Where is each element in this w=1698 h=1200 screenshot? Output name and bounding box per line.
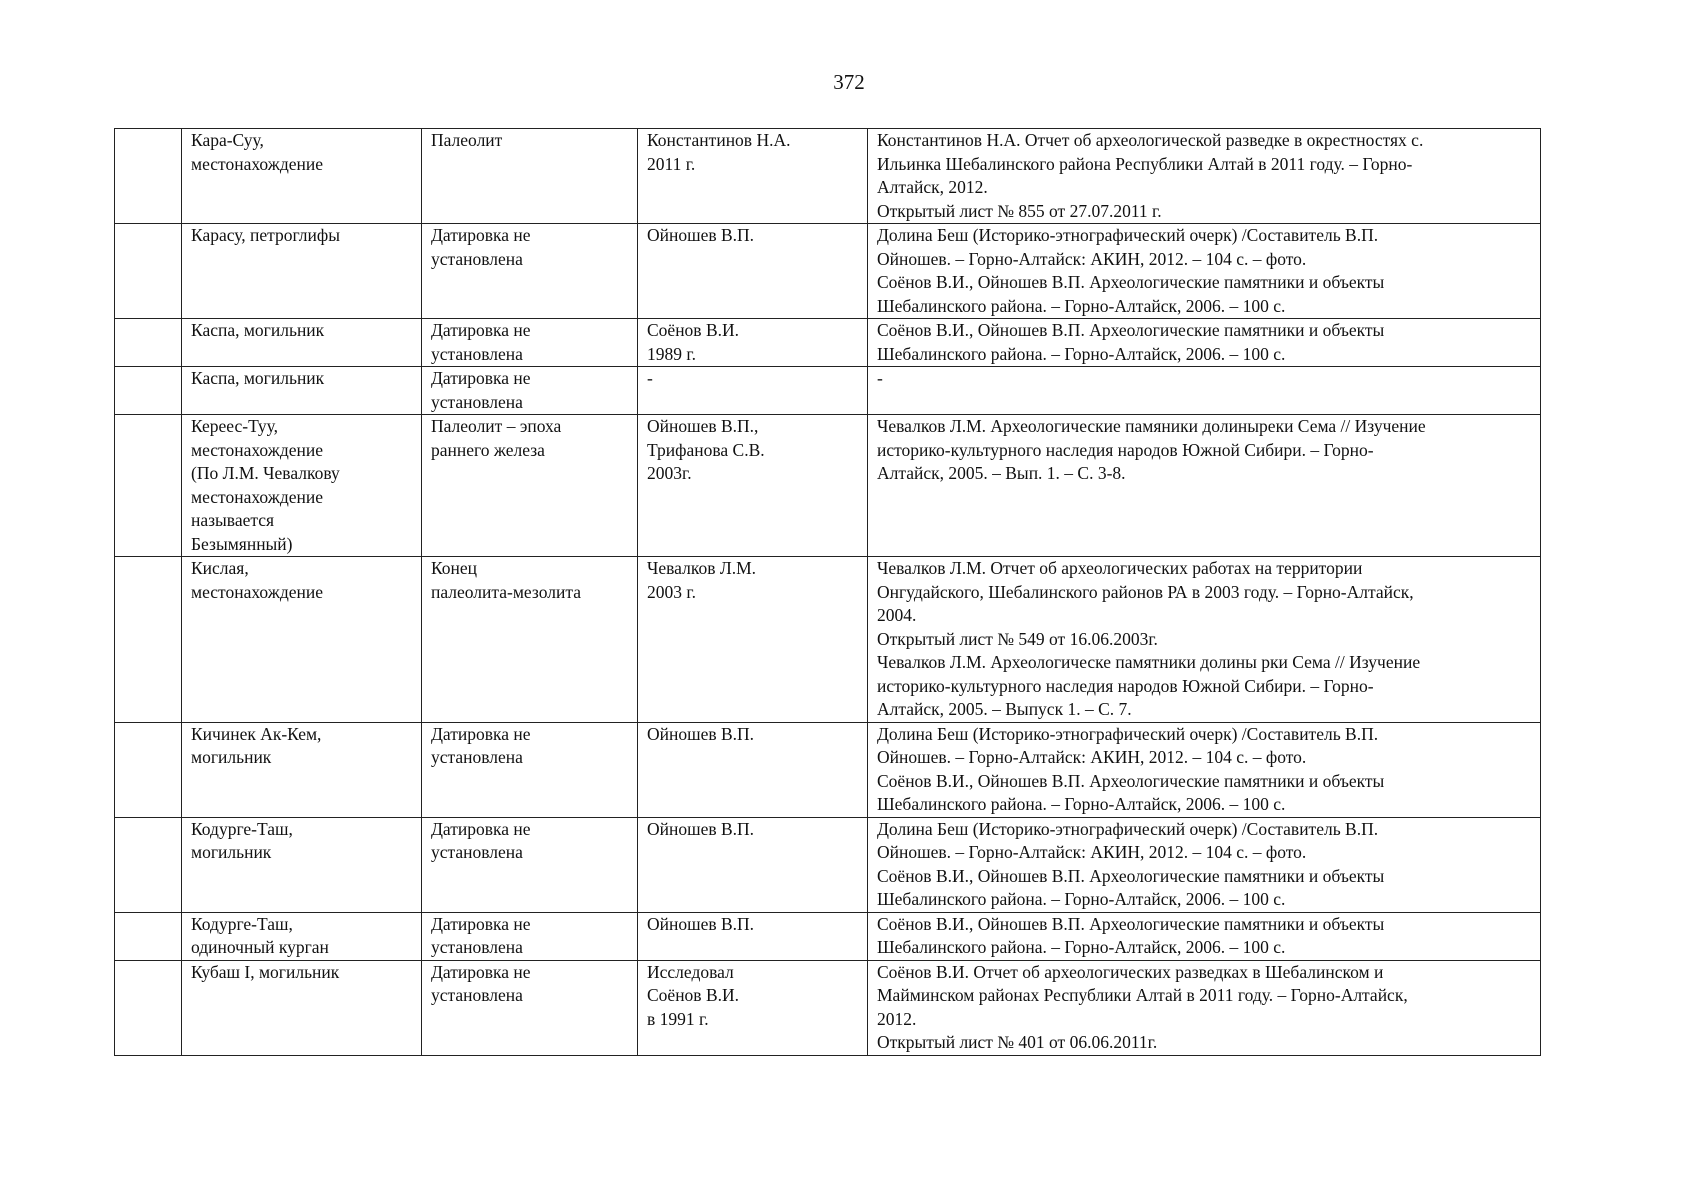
sources-cell: [868, 319, 1541, 367]
cell-text-line: Трифанова С.В.: [647, 439, 765, 460]
cell-text-line: Датировка не: [431, 225, 531, 245]
cell-text-line: Кичинек Ак-Кем,: [191, 723, 322, 744]
cell-text-line: Ойношев В.П.,: [647, 416, 759, 436]
cell-text-line: (По Л.М. Чевалкову: [191, 463, 340, 483]
sources-cell: [868, 557, 1541, 723]
row-number-cell: [115, 224, 182, 319]
sources-cell: [868, 367, 1541, 415]
row-number-cell: [115, 817, 182, 912]
dating-cell: [422, 129, 638, 224]
cell-text-line: местонахождение: [191, 581, 324, 602]
cell-text-line: одиночный курган: [191, 937, 329, 957]
cell-text-line: Алтайск, 2012.: [877, 177, 988, 197]
cell-text-line: Чевалков Л.М.: [647, 558, 757, 578]
cell-text-line: Соёнов В.И., Ойношев В.П. Археологические памятники и объекты: [877, 320, 1385, 340]
monument-name-cell: [182, 415, 422, 557]
researcher-cell: [638, 367, 868, 415]
cell-text-line: Алтайск, 2005. – Выпуск 1. – С. 7.: [877, 699, 1132, 719]
researcher-cell: [638, 319, 868, 367]
cell-text-line: Датировка не: [431, 368, 531, 388]
researcher-cell: [638, 722, 868, 817]
cell-text-line: Датировка не: [431, 320, 531, 340]
cell-text-line: Соёнов В.И.: [647, 985, 740, 1005]
table-row: [115, 129, 1541, 224]
row-number-cell: [115, 722, 182, 817]
cell-text-line: 1989 г.: [647, 343, 696, 364]
cell-text-line: палеолита-мезолита: [431, 581, 581, 602]
researcher-cell: [638, 129, 868, 224]
sources-cell: [868, 722, 1541, 817]
cell-text-line: Датировка не: [431, 913, 531, 934]
row-number-cell: [115, 912, 182, 960]
cell-text-line: Шебалинского района. – Горно-Алтайск, 2006. – 100 с.: [877, 794, 1286, 814]
researcher-cell: [638, 817, 868, 912]
sources-cell: [868, 817, 1541, 912]
cell-text-line: Датировка не: [431, 723, 531, 744]
cell-text-line: установлена: [431, 842, 523, 862]
cell-text-line: Кодурге-Таш,: [191, 818, 293, 839]
table-row: [115, 224, 1541, 319]
researcher-cell: [638, 415, 868, 557]
monument-name-cell: [182, 557, 422, 723]
researcher-cell: [638, 224, 868, 319]
cell-text-line: Долина Беш (Историко-этнографический очерк) /Составитель В.П.: [877, 818, 1379, 839]
cell-text-line: Ойношев. – Горно-Алтайск: АКИН, 2012. – 104 с. – фото.: [877, 248, 1307, 269]
row-number-cell: [115, 557, 182, 723]
dating-cell: [422, 722, 638, 817]
table-row: [115, 722, 1541, 817]
table-row: [115, 960, 1541, 1055]
cell-text-line: Исследовал: [647, 961, 734, 982]
cell-text-line: Ойношев В.П.: [647, 913, 755, 934]
table-row: [115, 912, 1541, 960]
cell-text-line: Палеолит: [431, 130, 503, 150]
dating-cell: [422, 415, 638, 557]
cell-text-line: Кереес-Туу,: [191, 416, 279, 436]
monument-name-cell: [182, 722, 422, 817]
cell-text-line: установлена: [431, 747, 523, 767]
researcher-cell: [638, 960, 868, 1055]
cell-text-line: Онгудайского, Шебалинского районов РА в 2003 году. – Горно-Алтайск,: [877, 581, 1414, 602]
dating-cell: [422, 224, 638, 319]
sources-cell: [868, 960, 1541, 1055]
dating-cell: [422, 960, 638, 1055]
cell-text-line: Открытый лист № 549 от 16.06.2003г.: [877, 628, 1158, 649]
cell-text-line: Ойношев. – Горно-Алтайск: АКИН, 2012. – 104 с. – фото.: [877, 747, 1307, 767]
cell-text-line: Алтайск, 2005. – Вып. 1. – С. 3-8.: [877, 463, 1126, 483]
monument-name-cell: [182, 319, 422, 367]
cell-text-line: Датировка не: [431, 818, 531, 839]
cell-text-line: 2003г.: [647, 463, 692, 483]
sources-cell: [868, 224, 1541, 319]
cell-text-line: Чевалков Л.М. Археологические памяники долиныреки Сема // Изучение: [877, 416, 1426, 436]
cell-text-line: Шебалинского района. – Горно-Алтайск, 2006. – 100 с.: [877, 343, 1286, 364]
table-row: [115, 319, 1541, 367]
sources-cell: [868, 912, 1541, 960]
cell-text-line: Кодурге-Таш,: [191, 913, 293, 934]
cell-text-line: Кислая,: [191, 558, 249, 578]
cell-text-line: Кубаш I, могильник: [191, 961, 340, 982]
cell-text-line: Чевалков Л.М. Отчет об археологических работах на территории: [877, 558, 1363, 578]
cell-text-line: Долина Беш (Историко-этнографический очерк) /Составитель В.П.: [877, 723, 1379, 744]
monuments-table: [114, 128, 1541, 1056]
cell-text-line: Ильинка Шебалинского района Республики Алтай в 2011 году. – Горно-: [877, 153, 1413, 174]
cell-text-line: Константинов Н.А.: [647, 130, 791, 150]
cell-text-line: могильник: [191, 842, 272, 862]
dating-cell: [422, 912, 638, 960]
monument-name-cell: [182, 817, 422, 912]
monument-name-cell: [182, 960, 422, 1055]
cell-text-line: Ойношев В.П.: [647, 723, 755, 744]
cell-text-line: Палеолит – эпоха: [431, 416, 562, 436]
sources-cell: [868, 415, 1541, 557]
cell-text-line: Ойношев В.П.: [647, 818, 755, 839]
cell-text-line: Константинов Н.А. Отчет об археологической разведке в окрестностях с.: [877, 130, 1424, 150]
cell-text-line: установлена: [431, 391, 523, 412]
cell-text-line: Шебалинского района. – Горно-Алтайск, 2006. – 100 с.: [877, 295, 1286, 316]
cell-text-line: Конец: [431, 558, 478, 578]
cell-text-line: Датировка не: [431, 961, 531, 982]
cell-text-line: -: [877, 368, 883, 388]
cell-text-line: могильник: [191, 747, 272, 767]
row-number-cell: [115, 415, 182, 557]
cell-text-line: -: [647, 368, 653, 388]
cell-text-line: историко-культурного наследия народов Южной Сибири. – Горно-: [877, 675, 1374, 696]
cell-text-line: Чевалков Л.М. Археологическе памятники долины рки Сема // Изучение: [877, 652, 1421, 672]
row-number-cell: [115, 960, 182, 1055]
cell-text-line: Майминском районах Республики Алтай в 2011 году. – Горно-Алтайск,: [877, 985, 1408, 1005]
row-number-cell: [115, 367, 182, 415]
monument-name-cell: [182, 129, 422, 224]
monument-name-cell: [182, 367, 422, 415]
dating-cell: [422, 817, 638, 912]
cell-text-line: в 1991 г.: [647, 1008, 709, 1029]
dating-cell: [422, 367, 638, 415]
cell-text-line: 2004.: [877, 605, 917, 625]
cell-text-line: местонахождение: [191, 439, 324, 460]
cell-text-line: историко-культурного наследия народов Южной Сибири. – Горно-: [877, 439, 1374, 460]
table-body: [115, 129, 1541, 1056]
cell-text-line: местонахождение: [191, 486, 324, 507]
dating-cell: [422, 319, 638, 367]
page-number: 372: [833, 70, 865, 94]
cell-text-line: Соёнов В.И.: [647, 320, 740, 340]
cell-text-line: Каспа, могильник: [191, 368, 325, 388]
sources-cell: [868, 129, 1541, 224]
cell-text-line: установлена: [431, 985, 523, 1005]
cell-text-line: местонахождение: [191, 153, 324, 174]
cell-text-line: Соёнов В.И. Отчет об археологических разведках в Шебалинском и: [877, 961, 1384, 982]
cell-text-line: 2012.: [877, 1008, 917, 1029]
table-row: [115, 415, 1541, 557]
cell-text-line: Каспа, могильник: [191, 320, 325, 340]
cell-text-line: Безымянный): [191, 533, 293, 554]
cell-text-line: Ойношев В.П.: [647, 225, 755, 245]
cell-text-line: Кара-Суу,: [191, 130, 264, 150]
cell-text-line: установлена: [431, 343, 523, 364]
row-number-cell: [115, 129, 182, 224]
dating-cell: [422, 557, 638, 723]
cell-text-line: Соёнов В.И., Ойношев В.П. Археологические памятники и объекты: [877, 272, 1385, 292]
cell-text-line: 2003 г.: [647, 581, 696, 602]
researcher-cell: [638, 912, 868, 960]
cell-text-line: Соёнов В.И., Ойношев В.П. Археологические памятники и объекты: [877, 770, 1385, 791]
cell-text-line: Шебалинского района. – Горно-Алтайск, 2006. – 100 с.: [877, 937, 1286, 957]
cell-text-line: Открытый лист № 401 от 06.06.2011г.: [877, 1032, 1158, 1052]
cell-text-line: Шебалинского района. – Горно-Алтайск, 2006. – 100 с.: [877, 889, 1286, 909]
cell-text-line: Долина Беш (Историко-этнографический очерк) /Составитель В.П.: [877, 225, 1379, 245]
table-row: [115, 557, 1541, 723]
table-row: [115, 817, 1541, 912]
cell-text-line: Карасу, петроглифы: [191, 225, 340, 245]
row-number-cell: [115, 319, 182, 367]
cell-text-line: установлена: [431, 248, 523, 269]
cell-text-line: называется: [191, 510, 275, 530]
cell-text-line: установлена: [431, 937, 523, 957]
cell-text-line: Соёнов В.И., Ойношев В.П. Археологические памятники и объекты: [877, 865, 1385, 886]
monument-name-cell: [182, 224, 422, 319]
cell-text-line: Соёнов В.И., Ойношев В.П. Археологические памятники и объекты: [877, 913, 1385, 934]
cell-text-line: раннего железа: [431, 439, 545, 460]
cell-text-line: Открытый лист № 855 от 27.07.2011 г.: [877, 200, 1162, 221]
cell-text-line: Ойношев. – Горно-Алтайск: АКИН, 2012. – 104 с. – фото.: [877, 842, 1307, 862]
cell-text-line: 2011 г.: [647, 153, 696, 174]
monument-name-cell: [182, 912, 422, 960]
researcher-cell: [638, 557, 868, 723]
table-row: [115, 367, 1541, 415]
